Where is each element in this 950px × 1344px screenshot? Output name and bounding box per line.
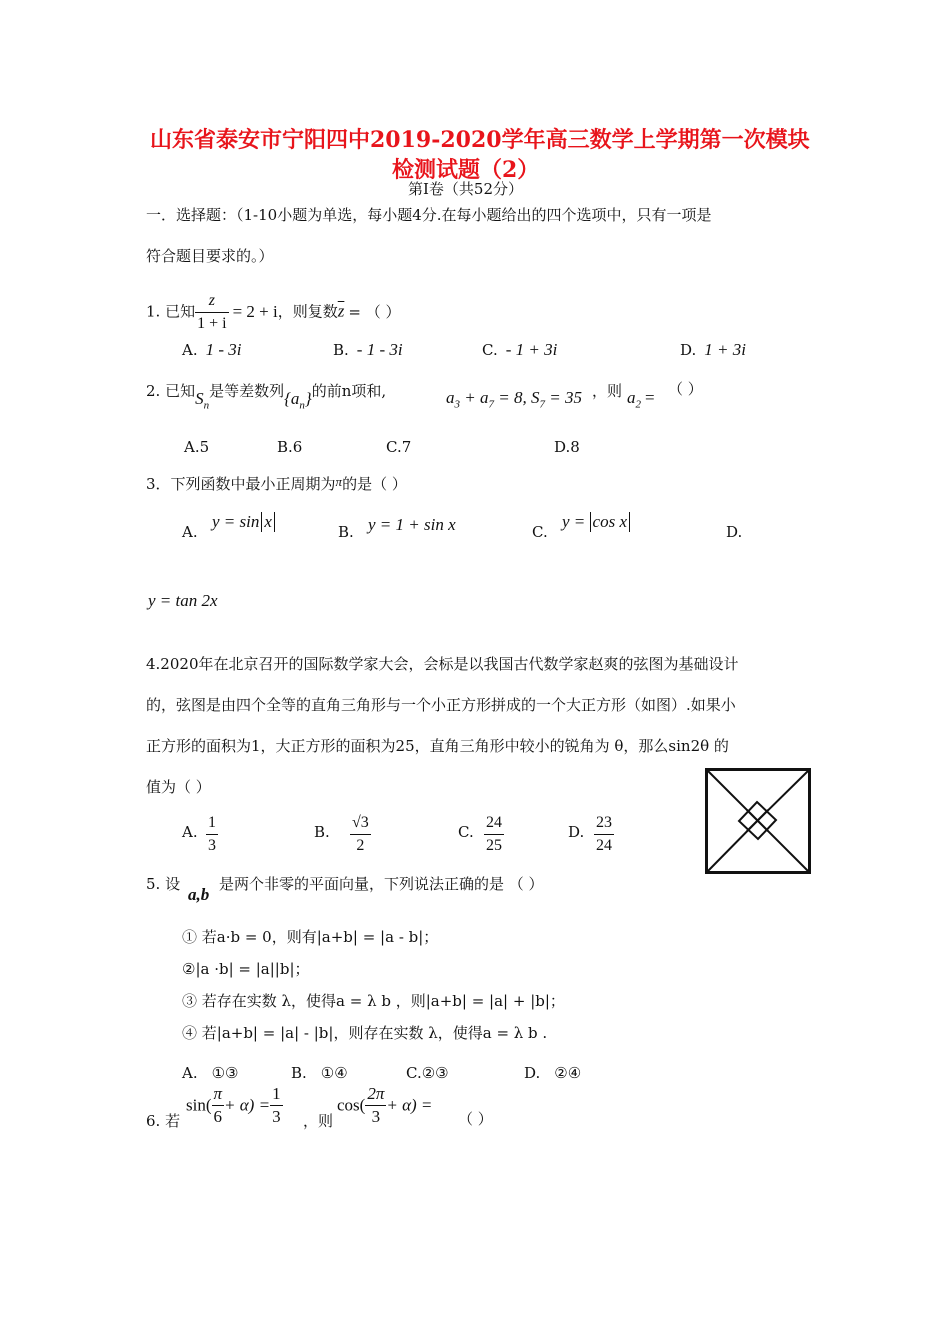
- q3-option-c-label: C.: [532, 523, 548, 541]
- frac-num: 1: [206, 812, 218, 835]
- option-value: ①③: [211, 1064, 239, 1082]
- q6-mid: ，则: [303, 1112, 334, 1130]
- q3-option-a-value: [212, 512, 275, 532]
- q1-option-a: [182, 340, 242, 360]
- q4-option-d-label: D.: [568, 823, 585, 841]
- q1-tail: = （ ）: [348, 302, 401, 321]
- q4-option-c-frac: [484, 812, 504, 857]
- q2-text2: 的前n项和,: [311, 382, 387, 400]
- q2-s7-sub: 7: [539, 398, 545, 411]
- title-line-2: 检测试题（2）: [392, 157, 540, 183]
- option-value: 7: [401, 438, 412, 456]
- frac-den: 3: [371, 1107, 381, 1126]
- option-label: A.: [182, 341, 198, 359]
- q2-text3: ，则: [592, 382, 623, 400]
- q2-sn-sub: n: [203, 399, 210, 412]
- q5-statement-2: ②|a ·b| = |a||b|；: [182, 960, 310, 978]
- option-label: A.: [184, 438, 200, 456]
- q1-zbar: $\overline{z}$: [337, 301, 345, 321]
- triangle-edge-3: [747, 810, 810, 873]
- q2-text1: 是等差数列: [209, 382, 285, 400]
- q4-line-2: 的，弦图是由四个全等的直角三角形与一个小正方形拼成的一个大正方形（如图）.如果小: [146, 696, 736, 714]
- q5-statement-1: ① 若a·b = 0，则有|a+b| = |a - b|；: [182, 928, 439, 946]
- q6-cos-frac: [365, 1083, 386, 1128]
- q2-tail: =: [645, 388, 655, 407]
- q4-line-3: 正方形的面积为1，大正方形的面积为25，直角三角形中较小的锐角为 θ，那么sin2θ 的: [146, 737, 729, 755]
- option-label: B.: [277, 438, 293, 456]
- q6-sin-post: + α) =: [224, 1095, 271, 1115]
- option-value: ①④: [320, 1064, 348, 1082]
- q1-option-c: [482, 340, 557, 360]
- q2-a3-sub: 3: [454, 398, 460, 411]
- q4-option-b-label: B.: [314, 823, 330, 841]
- q3-option-b-label: B.: [338, 523, 354, 541]
- option-label: D.: [524, 1064, 541, 1082]
- q5-option-d: [524, 1064, 581, 1082]
- q1-eq: = 2 + i: [232, 301, 278, 321]
- frac-den: 24: [596, 837, 612, 854]
- frac-num: π: [212, 1083, 225, 1106]
- option-label: B.: [291, 1064, 307, 1082]
- q6-sin-frac: [212, 1083, 225, 1128]
- option-value: - 1 - 3i: [356, 340, 403, 359]
- q5-option-b: [291, 1064, 348, 1082]
- option-label: D.: [554, 438, 571, 456]
- q2-eq2: = 35: [544, 388, 582, 407]
- q3-option-a-label: A.: [182, 523, 198, 541]
- q5-option-c: [406, 1064, 449, 1082]
- q2-option-a: [184, 438, 209, 456]
- frac-den: 25: [486, 837, 502, 854]
- frac-num: 23: [594, 812, 614, 835]
- option-value: 1 + 3i: [704, 340, 746, 359]
- title-line-1: 山东省泰安市宁阳四中2019-2020学年高三数学上学期第一次模块: [150, 127, 810, 153]
- q6-sin-expression: [186, 1083, 283, 1128]
- q5-statement-4: ④ 若|a+b| = |a| - |b|，则存在实数 λ，使得a = λ b .: [182, 1024, 548, 1042]
- q2-an-base: {a: [284, 389, 300, 408]
- frac-num: 24: [484, 812, 504, 835]
- frac-den: 3: [272, 1107, 281, 1126]
- q3-pi: π: [335, 474, 343, 489]
- q2-plus: + a: [460, 388, 489, 407]
- q2-an: [284, 389, 312, 412]
- q1-frac-num: z: [195, 290, 228, 313]
- q2-a2-sub: 2: [635, 398, 641, 411]
- q4-option-c-label: C.: [458, 823, 474, 841]
- q1-frac-den: 1 + i: [197, 315, 227, 332]
- q3-option-d-label: D.: [726, 523, 743, 541]
- q2-option-b: [277, 438, 302, 456]
- q3-tail: 的是（ ）: [342, 475, 407, 493]
- frac-num: 2π: [365, 1083, 386, 1106]
- option-value: 6: [292, 438, 303, 456]
- q2-a2: [627, 388, 655, 410]
- frac-den: 2: [356, 837, 365, 854]
- q2-sn: [195, 389, 210, 412]
- q3-option-c-value: [562, 512, 630, 532]
- option-label: C.: [482, 341, 498, 359]
- frac-den: 3: [208, 837, 216, 854]
- option-label: B.: [333, 341, 349, 359]
- frac-num: 1: [270, 1083, 283, 1106]
- option-label: A.: [182, 1064, 198, 1082]
- q4-option-a-label: A.: [182, 823, 198, 841]
- q2-eq: = 8, S: [493, 388, 540, 407]
- q3-text: 3．下列函数中最小正周期为: [146, 475, 336, 493]
- q6-value-frac: [270, 1083, 283, 1128]
- q2-sn-base: S: [195, 389, 204, 408]
- q2-prefix: 2. 已知: [146, 382, 196, 400]
- q2-a2-base: a: [627, 388, 636, 407]
- q1-mid: ，则复数: [277, 302, 338, 321]
- q2-paren: （ ）: [668, 380, 703, 398]
- question-3: [146, 473, 407, 494]
- q4-line-4: 值为（ ）: [146, 778, 211, 796]
- triangle-edge-4: [707, 810, 769, 873]
- option-label: C.: [406, 1064, 422, 1082]
- q3-c-abs: cos x: [590, 512, 630, 532]
- q4-line-1: 4.2020年在北京召开的国际数学家大会，会标是以我国古代数学家赵爽的弦图为基础设计: [146, 655, 739, 673]
- q2-option-d: [554, 438, 580, 456]
- q3-option-b-value: y = 1 + sin x: [368, 515, 456, 534]
- q6-paren: （ ）: [458, 1110, 493, 1128]
- q4-option-a-frac: [206, 812, 218, 857]
- q2-an-sub: n: [299, 399, 305, 412]
- option-value: ②④: [554, 1064, 582, 1082]
- q5-text: 是两个非零的平面向量，下列说法正确的是 （ ）: [219, 875, 544, 893]
- q1-option-d: [680, 340, 746, 360]
- q1-fraction: [195, 290, 228, 335]
- q6-cos-pre: cos(: [337, 1095, 366, 1115]
- intro-line-2: 符合题目要求的。）: [146, 247, 274, 265]
- q6-sin-pre: sin(: [186, 1095, 212, 1115]
- q2-a7-sub: 7: [488, 398, 494, 411]
- q6-prefix: 6. 若: [146, 1112, 181, 1130]
- option-label: D.: [680, 341, 697, 359]
- q2-an-close: }: [304, 389, 312, 408]
- question-2: [146, 380, 387, 412]
- q4-option-b-frac: [350, 812, 371, 857]
- option-value: 1 - 3i: [205, 340, 242, 359]
- frac-den: 6: [213, 1107, 223, 1126]
- section-title: 第Ⅰ卷（共52分）: [408, 180, 524, 198]
- q5-statement-3: ③ 若存在实数 λ，使得a = λ b ，则|a+b| = |a| + |b|；: [182, 992, 565, 1010]
- q2-a3: a: [446, 388, 455, 407]
- q5-option-a: [182, 1064, 239, 1082]
- q1-option-b: [333, 340, 403, 360]
- q3-option-d-value: y = tan 2x: [148, 591, 218, 610]
- q3-a-abs: x: [261, 512, 275, 532]
- option-value: 5: [199, 438, 210, 456]
- q6-cos-expression: [337, 1083, 432, 1128]
- question-1: [146, 290, 400, 335]
- q6-cos-post: + α) =: [386, 1095, 433, 1115]
- option-value: 8: [570, 438, 580, 456]
- q2-condition: [446, 388, 582, 410]
- string-figure-diagram: [705, 768, 811, 874]
- option-value: - 1 + 3i: [505, 340, 558, 359]
- q5-vars: a,b: [188, 885, 210, 904]
- frac-num: √3: [350, 812, 371, 835]
- q4-option-d-frac: [594, 812, 614, 857]
- option-value: ②③: [421, 1064, 449, 1082]
- q5-prefix: 5. 设: [146, 875, 181, 893]
- q1-prefix: 1. 已知: [146, 302, 196, 321]
- q3-c-pre: y =: [562, 512, 590, 531]
- option-label: C.: [386, 438, 402, 456]
- q3-a-pre: y = sin: [212, 512, 260, 531]
- q2-option-c: [386, 438, 411, 456]
- intro-line-1: 一．选择题：（1-10小题为单选，每小题4分.在每小题给出的四个选项中，只有一项是: [146, 206, 712, 224]
